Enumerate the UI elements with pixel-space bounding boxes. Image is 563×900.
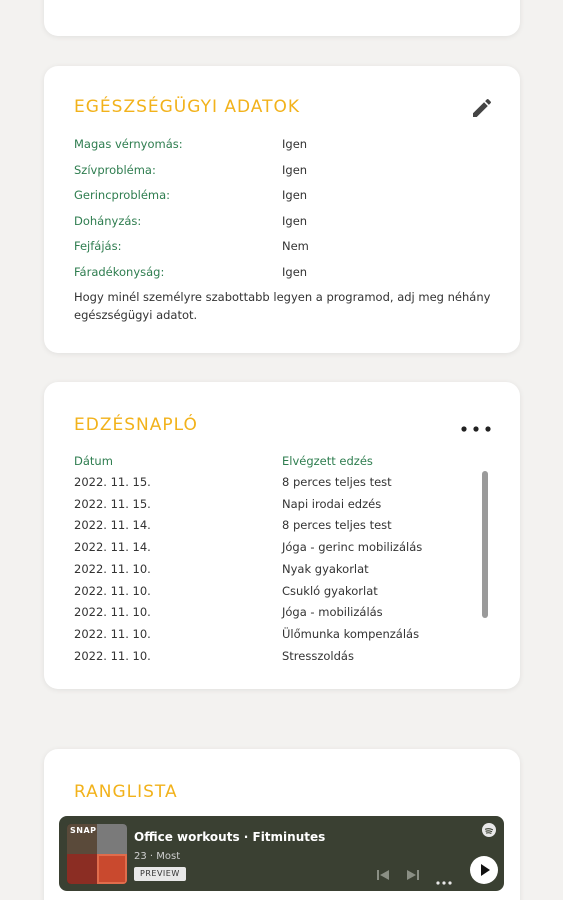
health-row-blood-pressure <box>74 137 494 151</box>
log-date: 2022. 11. 14. <box>74 518 151 532</box>
pencil-icon[interactable] <box>470 96 494 120</box>
cover-text: SNAP <box>70 826 97 835</box>
log-date: 2022. 11. 10. <box>74 605 151 619</box>
log-row <box>74 562 494 578</box>
health-label: Fejfájás: <box>74 239 122 253</box>
log-card-title: EDZÉSNAPLÓ <box>74 415 198 435</box>
log-date: 2022. 11. 15. <box>74 475 151 489</box>
playlist-subtitle: 23 · Most <box>134 851 181 862</box>
log-date: 2022. 11. 15. <box>74 497 151 511</box>
previous-card <box>44 0 520 36</box>
health-label: Gerincprobléma: <box>74 188 171 202</box>
health-value: Igen <box>282 137 308 151</box>
leaderboard-title: RANGLISTA <box>74 782 178 802</box>
log-row <box>74 540 494 556</box>
log-workout: Nyak gyakorlat <box>282 562 369 576</box>
playlist-cover <box>67 824 127 884</box>
health-label: Magas vérnyomás: <box>74 137 183 151</box>
health-value: Igen <box>282 188 308 202</box>
log-date: 2022. 11. 10. <box>74 649 151 663</box>
log-date: 2022. 11. 10. <box>74 627 151 641</box>
workout-log-list[interactable] <box>74 468 494 666</box>
health-label: Dohányzás: <box>74 214 142 228</box>
health-label: Szívprobléma: <box>74 163 156 177</box>
log-header-workout: Elvégzett edzés <box>282 454 373 468</box>
log-scrollbar[interactable] <box>482 471 488 618</box>
health-row-spine <box>74 188 494 202</box>
health-row-headache <box>74 239 494 253</box>
spotify-embed-player[interactable] <box>59 816 504 891</box>
health-card-title: EGÉSZSÉGÜGYI ADATOK <box>74 97 301 117</box>
skip-next-icon[interactable] <box>405 867 421 881</box>
log-workout: 8 perces teljes test <box>282 475 392 489</box>
play-icon[interactable] <box>470 856 498 884</box>
log-workout: Ülőmunka kompenzálás <box>282 627 420 641</box>
log-workout: 8 perces teljes test <box>282 518 392 532</box>
log-row <box>74 518 494 534</box>
health-label: Fáradékonyság: <box>74 265 165 279</box>
log-workout: Csukló gyakorlat <box>282 584 378 598</box>
log-workout: Jóga - gerinc mobilizálás <box>282 540 423 554</box>
log-date: 2022. 11. 10. <box>74 562 151 576</box>
health-value: Igen <box>282 163 308 177</box>
log-row <box>74 584 494 600</box>
preview-badge: PREVIEW <box>134 867 186 881</box>
workout-log-card <box>44 382 520 689</box>
health-data-card <box>44 66 520 353</box>
health-row-fatigue <box>74 265 494 279</box>
health-row-smoking <box>74 214 494 228</box>
health-value: Nem <box>282 239 309 253</box>
log-header-date: Dátum <box>74 454 113 468</box>
log-row <box>74 649 494 665</box>
log-row <box>74 497 494 513</box>
more-horizontal-icon[interactable] <box>435 871 453 877</box>
log-workout: Napi irodai edzés <box>282 497 382 511</box>
health-note: Hogy minél személyre szabottabb legyen a programod, adj meg néhány egészségügyi adatot. <box>74 290 491 322</box>
log-row <box>74 627 494 643</box>
leaderboard-card <box>44 749 520 900</box>
playlist-title[interactable]: Office workouts · Fitminutes <box>134 830 326 844</box>
health-row-heart <box>74 163 494 177</box>
log-row <box>74 605 494 621</box>
spotify-logo-icon[interactable] <box>482 823 496 837</box>
log-date: 2022. 11. 10. <box>74 584 151 598</box>
health-value: Igen <box>282 214 308 228</box>
health-value: Igen <box>282 265 308 279</box>
log-workout: Stresszoldás <box>282 649 354 663</box>
log-date: 2022. 11. 14. <box>74 540 151 554</box>
log-workout: Jóga - mobilizálás <box>282 605 383 619</box>
more-horizontal-icon[interactable] <box>460 420 492 432</box>
log-row <box>74 475 494 491</box>
skip-previous-icon[interactable] <box>375 867 391 881</box>
